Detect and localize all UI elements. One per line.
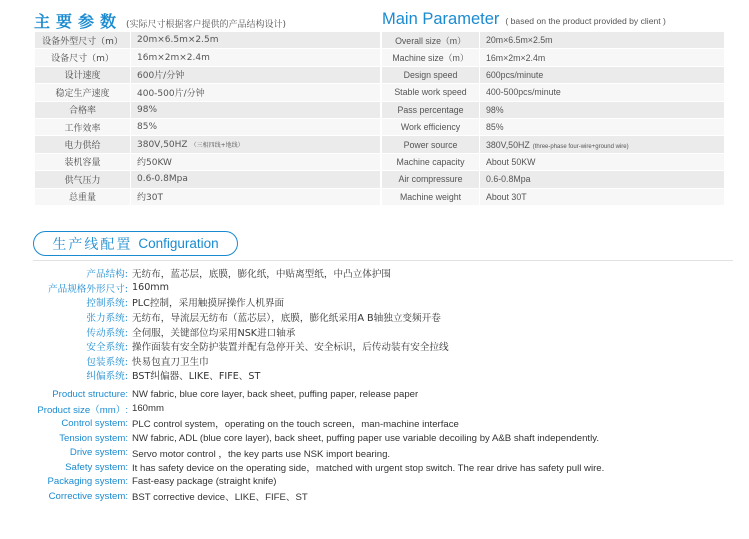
config-value: It has safety device on the operating side，matched with urgent stop switch. The rear drive has safety pull wire.	[132, 463, 605, 475]
parameter-label: 设计速度	[35, 67, 131, 83]
table-row	[35, 154, 380, 170]
table-row	[35, 49, 380, 65]
config-value: NW fabric, blue core layer, back sheet, puffing paper, release paper	[132, 388, 419, 400]
table-row	[382, 119, 724, 135]
list-item	[0, 445, 749, 460]
parameter-value: 400-500pcs/minute	[486, 87, 561, 98]
parameter-value: 20m×6.5m×2.5m	[486, 35, 553, 46]
parameter-value-cell	[131, 189, 380, 205]
parameter-value: 600pcs/minute	[486, 69, 544, 80]
list-item	[0, 324, 749, 339]
parameter-value: 0.6-0.8Mpa	[137, 174, 188, 185]
parameter-label: Power source	[382, 136, 480, 152]
list-item	[0, 281, 749, 296]
table-row	[382, 171, 724, 187]
config-value: 快易包直刀卫生巾	[132, 356, 209, 368]
list-item	[0, 354, 749, 369]
parameter-value: 400-500片/分钟	[137, 88, 205, 99]
parameter-value: 98%	[486, 104, 504, 115]
config-label: 安全系统:	[86, 342, 128, 354]
parameter-label: 设备尺寸（m）	[35, 49, 131, 65]
configuration-list-en	[0, 387, 749, 504]
config-value: NW fabric, ADL (blue core layer), back sheet, puffing paper use variable decoiling by A&B shaft independently.	[132, 432, 599, 444]
parameter-value: About 50KW	[486, 156, 536, 167]
parameter-value-cell	[480, 154, 724, 170]
parameter-label: 工作效率	[35, 119, 131, 135]
parameter-label: Air compressure	[382, 171, 480, 187]
parameter-label: Machine weight	[382, 189, 480, 205]
parameter-value: 85%	[486, 122, 504, 133]
en-title-text: Main Parameter	[382, 10, 500, 28]
list-item	[0, 460, 749, 475]
divider	[33, 260, 733, 261]
parameter-value: About 30T	[486, 191, 527, 202]
config-value: 无纺布，导流层无纺布（蓝芯层），底膜，膨化纸采用A B轴独立变频开卷	[132, 313, 441, 325]
parameter-value-cell	[131, 154, 380, 170]
parameter-value-cell	[131, 49, 380, 65]
parameter-value-cell	[131, 119, 380, 135]
main-parameter-en-title	[382, 9, 666, 29]
parameter-value-cell	[480, 49, 724, 65]
parameter-value-cell	[480, 32, 724, 48]
parameter-value-cell	[480, 136, 724, 152]
config-value: BST纠偏器、LIKE、FIFE、ST	[132, 371, 261, 383]
table-row	[382, 154, 724, 170]
list-item	[0, 489, 749, 504]
parameter-label: Machine size（m）	[382, 49, 480, 65]
parameter-value: 600片/分钟	[137, 71, 185, 82]
en-subtitle-text: ( based on the product provided by client )	[505, 16, 666, 26]
config-label: 纠偏系统:	[86, 371, 128, 383]
config-value: Servo motor control ，the key parts use NSK import bearing.	[132, 448, 391, 460]
parameter-label: Machine capacity	[382, 154, 480, 170]
parameter-label: Work efficiency	[382, 119, 480, 135]
parameter-label: Overall size（m）	[382, 32, 480, 48]
list-item	[0, 431, 749, 446]
config-value: 全伺服，关键部位均采用NSK进口轴承	[132, 327, 296, 339]
parameter-value: 约50KW	[137, 158, 172, 169]
parameter-value-cell	[131, 136, 380, 152]
configuration-list-zh	[0, 266, 749, 383]
config-label: 控制系统:	[86, 298, 128, 310]
parameter-label: Design speed	[382, 67, 480, 83]
config-value: PLC控制，采用触摸屏操作人机界面	[132, 298, 285, 310]
config-label: 张力系统:	[86, 313, 128, 325]
parameter-value-cell	[480, 102, 724, 118]
config-label: 包装系统:	[86, 356, 128, 368]
config-label: Packaging system:	[47, 476, 128, 488]
parameter-value: 380V,50HZ	[486, 139, 530, 150]
list-item	[0, 402, 749, 417]
parameter-value-cell	[480, 84, 724, 100]
parameter-table-zh	[35, 31, 380, 206]
table-row	[35, 189, 380, 205]
list-item	[0, 339, 749, 354]
config-label: Safety system:	[65, 461, 128, 473]
config-label: 传动系统:	[86, 327, 128, 339]
main-parameter-zh-title	[34, 9, 286, 32]
parameter-label: 供气压力	[35, 171, 131, 187]
parameter-value-cell	[480, 171, 724, 187]
table-row	[35, 84, 380, 100]
config-value: 160mm	[132, 403, 164, 415]
list-item	[0, 368, 749, 383]
configuration-title-en: Configuration	[138, 236, 219, 251]
list-item	[0, 266, 749, 281]
parameter-value-cell	[480, 189, 724, 205]
parameter-value-cell	[131, 32, 380, 48]
list-item	[0, 295, 749, 310]
table-row	[382, 136, 724, 152]
table-row	[35, 119, 380, 135]
list-item	[0, 387, 749, 402]
parameter-note: (three-phase four-wire+ground wire)	[532, 143, 629, 150]
parameter-label: 总重量	[35, 189, 131, 205]
config-label: Product size（mm）:	[37, 404, 128, 416]
parameter-value: 约30T	[137, 193, 163, 204]
parameter-value: 16m×2m×2.4m	[137, 52, 210, 63]
table-row	[382, 32, 724, 48]
list-item	[0, 475, 749, 490]
parameter-value-cell	[480, 67, 724, 83]
config-value: 160mm	[132, 282, 170, 294]
parameter-value-cell	[131, 171, 380, 187]
table-row	[382, 84, 724, 100]
zh-subtitle-text: (实际尺寸根据客户提供的产品结构设计)	[126, 20, 287, 30]
configuration-heading	[33, 231, 238, 256]
config-value: BST corrective device、LIKE、FIFE、ST	[132, 492, 308, 504]
table-row	[382, 102, 724, 118]
config-label: Drive system:	[69, 447, 128, 459]
config-value: PLC control system，operating on the touch screen，man-machine interface	[132, 419, 459, 431]
list-item	[0, 416, 749, 431]
parameter-table-en	[382, 31, 724, 206]
config-value: Fast-easy package (straight knife)	[132, 476, 277, 488]
zh-title-text: 主要参数	[34, 12, 123, 31]
parameter-value: 0.6-0.8Mpa	[486, 174, 531, 185]
config-label: Tension system:	[59, 432, 128, 444]
parameter-label: 稳定生产速度	[35, 84, 131, 100]
parameter-label: 电力供给	[35, 136, 131, 152]
parameter-value-cell	[480, 119, 724, 135]
parameter-label: 装机容量	[35, 154, 131, 170]
parameter-value: 380V,50HZ	[137, 139, 188, 150]
table-row	[382, 67, 724, 83]
table-row	[382, 189, 724, 205]
configuration-title-zh: 生产线配置	[52, 236, 133, 253]
table-row	[35, 136, 380, 152]
list-item	[0, 310, 749, 325]
parameter-value: 98%	[137, 104, 158, 115]
parameter-label: 设备外型尺寸（m）	[35, 32, 131, 48]
config-label: Product structure:	[52, 388, 128, 400]
config-label: Control system:	[61, 417, 128, 429]
parameter-value: 85%	[137, 122, 158, 133]
parameter-note: （三相四线+地线）	[190, 141, 244, 149]
table-row	[382, 49, 724, 65]
config-value: 无纺布，蓝芯层，底膜，膨化纸，中贴离型纸，中凸立体护围	[132, 269, 392, 281]
parameter-value-cell	[131, 67, 380, 83]
parameter-value-cell	[131, 102, 380, 118]
config-value: 操作面装有安全防护装置并配有急停开关、安全标识，后传动装有安全拉线	[132, 342, 449, 354]
parameter-label: 合格率	[35, 102, 131, 118]
table-row	[35, 171, 380, 187]
parameter-label: Stable work speed	[382, 84, 480, 100]
config-label: Corrective system:	[48, 490, 128, 502]
config-label: 产品结构:	[86, 269, 128, 281]
config-label: 产品规格外形尺寸:	[48, 283, 128, 295]
parameter-value-cell	[131, 84, 380, 100]
parameter-value: 16m×2m×2.4m	[486, 52, 546, 63]
parameter-label: Pass percentage	[382, 102, 480, 118]
table-row	[35, 32, 380, 48]
table-row	[35, 102, 380, 118]
table-row	[35, 67, 380, 83]
parameter-value: 20m×6.5m×2.5m	[137, 35, 219, 46]
